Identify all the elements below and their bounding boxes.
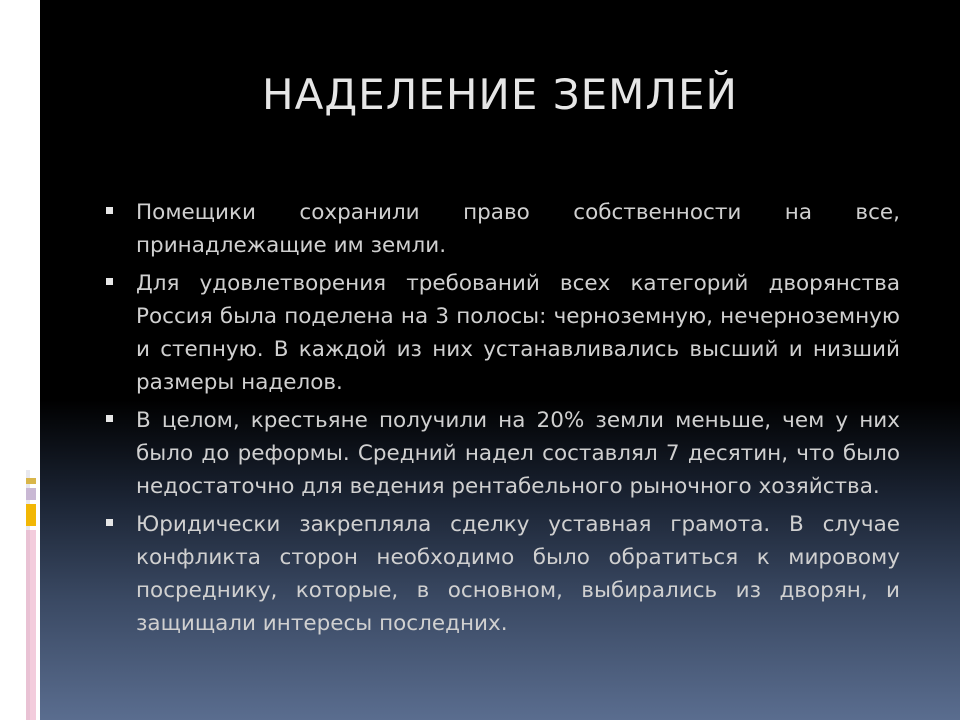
bullet-list <box>136 196 900 645</box>
list-item <box>136 404 900 503</box>
accent-marker-lilac <box>26 488 36 500</box>
slide-left-margin <box>0 0 40 720</box>
list-item <box>136 196 900 262</box>
square-bullet-icon <box>106 278 113 285</box>
accent-marker-pink <box>26 530 36 720</box>
square-bullet-icon <box>106 207 113 214</box>
bullet-text: Помещики сохранили право собственности на все, принадлежащие им земли. <box>136 200 900 258</box>
accent-marker-gold <box>26 478 36 484</box>
list-item <box>136 508 900 640</box>
accent-marker-yellow <box>26 504 36 526</box>
bullet-text: В целом, крестьяне получили на 20% земли меньше, чем у них было до реформы. Средний надел составлял 7 десятин, что было недостаточно для ведения рентабельного рыночного хозяйства. <box>136 408 900 499</box>
slide-canvas <box>40 0 960 720</box>
square-bullet-icon <box>106 519 113 526</box>
bullet-text: Юридически закрепляла сделку уставная грамота. В случае конфликта сторон необходимо было обратиться к мировому посреднику, которые, в основном, выбирались из дворян, и защищали интересы последних. <box>136 512 900 636</box>
bullet-text: Для удовлетворения требований всех категорий дворянства Россия была поделена на 3 полосы: черноземную, нечерноземную и степную. В каждой из них устанавливались высший и низший размеры наделов. <box>136 271 900 395</box>
square-bullet-icon <box>106 415 113 422</box>
list-item <box>136 267 900 399</box>
slide-title: НАДЕЛЕНИЕ ЗЕМЛЕЙ <box>262 70 738 119</box>
